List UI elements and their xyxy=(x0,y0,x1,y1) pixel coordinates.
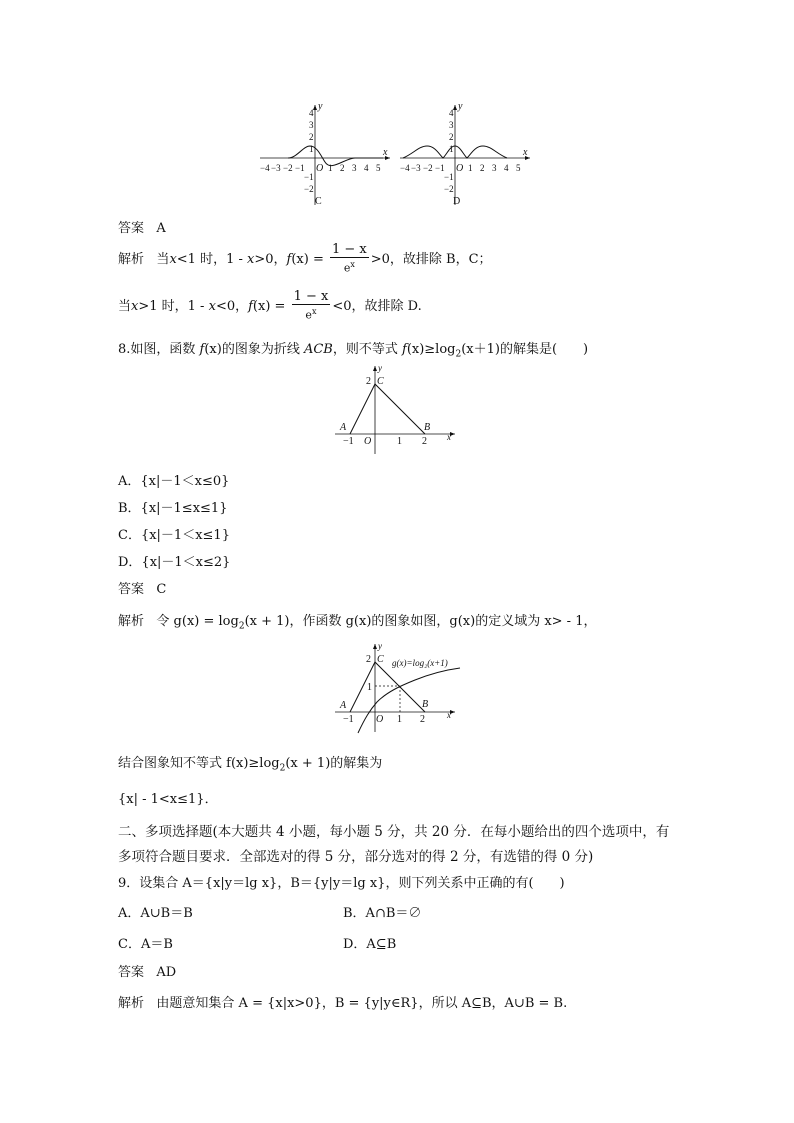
answer-label: 答案 xyxy=(118,582,145,597)
tick-x: 1 xyxy=(468,163,473,173)
tick-x: −4 xyxy=(400,163,410,173)
section-heading-line2: 多项符合题目要求．全部选对的得 5 分，部分选对的得 2 分，有选错的得 0 分) xyxy=(118,849,594,865)
text: ，则不等式 xyxy=(332,342,402,357)
tick-x: 4 xyxy=(364,163,369,173)
frac-den-sup: x xyxy=(311,307,317,316)
answer-value: A xyxy=(156,221,166,236)
var: x xyxy=(208,298,216,314)
option-c[interactable]: C．{x|－1＜x≤1} xyxy=(118,528,230,543)
var: x xyxy=(131,298,139,314)
text: <0， xyxy=(215,298,249,314)
text: <1 时，1 - xyxy=(176,251,248,267)
tick-y: 3 xyxy=(309,120,314,130)
text: (x＋1)的解集是( ) xyxy=(461,342,589,357)
analysis-label: 解析 xyxy=(118,614,145,629)
fraction xyxy=(292,290,331,323)
tick-x-one: 1 xyxy=(397,714,402,725)
answer-value: C xyxy=(156,582,167,597)
frac-num: 1 − x xyxy=(293,289,329,304)
text: 8.如图，函数 xyxy=(118,342,200,357)
tick-y: 2 xyxy=(449,132,454,142)
q7-analysis-line2 xyxy=(118,290,422,323)
tick-y: 2 xyxy=(309,132,314,142)
text: 当 xyxy=(118,298,132,314)
tick-x: −1 xyxy=(295,163,305,173)
q8-stem xyxy=(118,338,588,360)
figure-label-c: C xyxy=(315,196,322,207)
frac-den-sup: x xyxy=(350,260,355,269)
x-axis-label: x xyxy=(523,147,528,158)
tick-y: −2 xyxy=(444,184,454,194)
text: (x + 1)的解集为 xyxy=(285,756,383,771)
tick-x: 5 xyxy=(376,163,381,173)
option-a[interactable]: A．{x|－1＜x≤0} xyxy=(118,474,230,489)
tick-x: 1 xyxy=(328,163,333,173)
text: (x)≥log xyxy=(406,342,456,357)
frac-den-base: e xyxy=(305,308,312,322)
q8-conclusion xyxy=(118,752,382,774)
var: ACB xyxy=(303,342,333,357)
graph-acb xyxy=(330,362,460,457)
answer-label: 答案 xyxy=(118,221,145,236)
tick-x-minus-one: −1 xyxy=(343,436,354,447)
analysis-label: 解析 xyxy=(118,996,145,1011)
origin-label: O xyxy=(376,714,384,725)
text: (x) = xyxy=(252,298,290,314)
var: f xyxy=(248,298,253,314)
tick-x: −2 xyxy=(283,163,293,173)
var: f xyxy=(402,342,407,357)
text: (x)的图象为折线 xyxy=(204,342,304,357)
tick-x: 5 xyxy=(516,163,521,173)
text: (x) = xyxy=(291,251,328,267)
answer-value: AD xyxy=(156,965,177,980)
x-axis-label: x xyxy=(447,710,451,720)
text: >0， xyxy=(254,251,287,267)
origin-label: O xyxy=(364,436,372,447)
tick-x-two: 2 xyxy=(422,436,427,447)
frac-den xyxy=(330,258,369,276)
graph-g xyxy=(330,640,470,735)
y-axis-label: y xyxy=(458,101,463,112)
frac-den xyxy=(292,305,331,323)
var: x xyxy=(169,251,177,267)
option-d[interactable]: D．{x|－1＜x≤2} xyxy=(118,555,231,570)
subscript: 2 xyxy=(455,349,462,360)
point-b-label: B xyxy=(424,422,431,433)
point-c-label: C xyxy=(377,376,384,387)
tick-y: −1 xyxy=(444,172,454,182)
point-a-label: A xyxy=(340,422,347,433)
tick-y: −2 xyxy=(304,184,314,194)
tick-x-one: 1 xyxy=(397,436,402,447)
graph-d xyxy=(395,100,535,210)
tick-x: −1 xyxy=(435,163,445,173)
tick-y-two: 2 xyxy=(366,654,371,665)
text: 结合图象知不等式 f(x)≥log xyxy=(118,756,280,771)
q8-solution-set: {x| - 1<x≤1}． xyxy=(118,792,218,807)
y-axis-label: y xyxy=(378,641,382,651)
q7-answer xyxy=(118,217,166,236)
option-b[interactable]: B．{x|－1≤x≤1} xyxy=(118,501,228,516)
text: >1 时，1 - xyxy=(138,298,209,314)
tick-x-minus-one: −1 xyxy=(343,714,354,725)
q9-option-d[interactable]: D．A⊆B xyxy=(343,937,397,952)
fraction xyxy=(330,243,369,276)
tick-y-two: 2 xyxy=(366,376,371,387)
tick-x: −3 xyxy=(271,163,281,173)
tick-x: 3 xyxy=(492,163,497,173)
q9-answer xyxy=(118,961,176,980)
graph-c xyxy=(255,100,395,210)
q8-answer xyxy=(118,578,166,597)
tick-x: 3 xyxy=(352,163,357,173)
origin-label: O xyxy=(316,163,324,174)
text: >0，故排除 B，C； xyxy=(370,251,492,267)
curve-label: g(x)=log₂(x+1) xyxy=(392,658,448,668)
text: 由题意知集合 A = {x|x>0}，B = {y|y∈R}，所以 A⊆B，A∪B = B. xyxy=(156,996,568,1011)
tick-y-one: 1 xyxy=(367,682,372,693)
frac-num: 1 − x xyxy=(331,242,367,257)
y-axis-label: y xyxy=(378,363,382,373)
tick-y: −1 xyxy=(304,172,314,182)
text: <0，故排除 D. xyxy=(332,298,422,314)
subscript: 2 xyxy=(238,621,245,632)
answer-label: 答案 xyxy=(118,965,145,980)
var: x xyxy=(247,251,255,267)
tick-y: 3 xyxy=(449,120,454,130)
point-c-label: C xyxy=(377,654,384,665)
point-a-label: A xyxy=(340,700,347,711)
point-b-label: B xyxy=(422,699,429,710)
text: 令 g(x) = log xyxy=(156,614,239,629)
x-axis-label: x xyxy=(447,432,451,442)
tick-y: 4 xyxy=(449,108,454,118)
q9-option-a[interactable]: A．A∪B＝B xyxy=(118,906,193,921)
tick-x: 4 xyxy=(504,163,509,173)
tick-x: 2 xyxy=(340,163,345,173)
q9-option-b[interactable]: B．A∩B＝∅ xyxy=(343,906,422,921)
q9-stem: 9．设集合 A＝{x|y＝lg x}，B＝{y|y＝lg x}，则下列关系中正确的有( ) xyxy=(118,876,565,891)
tick-y: 1 xyxy=(449,144,454,154)
tick-y: 4 xyxy=(309,108,314,118)
q7-analysis-line1 xyxy=(118,243,492,276)
var: f xyxy=(199,342,205,357)
figure-label-d: D xyxy=(453,196,461,207)
tick-x-two: 2 xyxy=(420,714,425,725)
origin-label: O xyxy=(456,163,464,174)
tick-x: 2 xyxy=(480,163,485,173)
q9-option-c[interactable]: C．A＝B xyxy=(118,937,173,952)
text: 当 xyxy=(156,251,170,267)
tick-x: −3 xyxy=(411,163,421,173)
y-axis-label: y xyxy=(318,101,323,112)
section-heading-line1: 二、多项选择题(本大题共 4 小题，每小题 5 分，共 20 分．在每小题给出的四个选项中，有 xyxy=(118,824,670,840)
q9-analysis xyxy=(118,992,567,1011)
analysis-label: 解析 xyxy=(118,251,145,267)
subscript: 2 xyxy=(279,763,286,774)
tick-x: −4 xyxy=(260,163,270,173)
text: (x + 1)，作函数 g(x)的图象如图，g(x)的定义域为 x> - 1， xyxy=(244,614,597,629)
q8-analysis xyxy=(118,610,596,632)
x-axis-label: x xyxy=(383,147,388,158)
tick-y: 1 xyxy=(309,144,314,154)
tick-x: −2 xyxy=(423,163,433,173)
frac-den-base: e xyxy=(343,261,351,275)
var: f xyxy=(286,251,292,267)
